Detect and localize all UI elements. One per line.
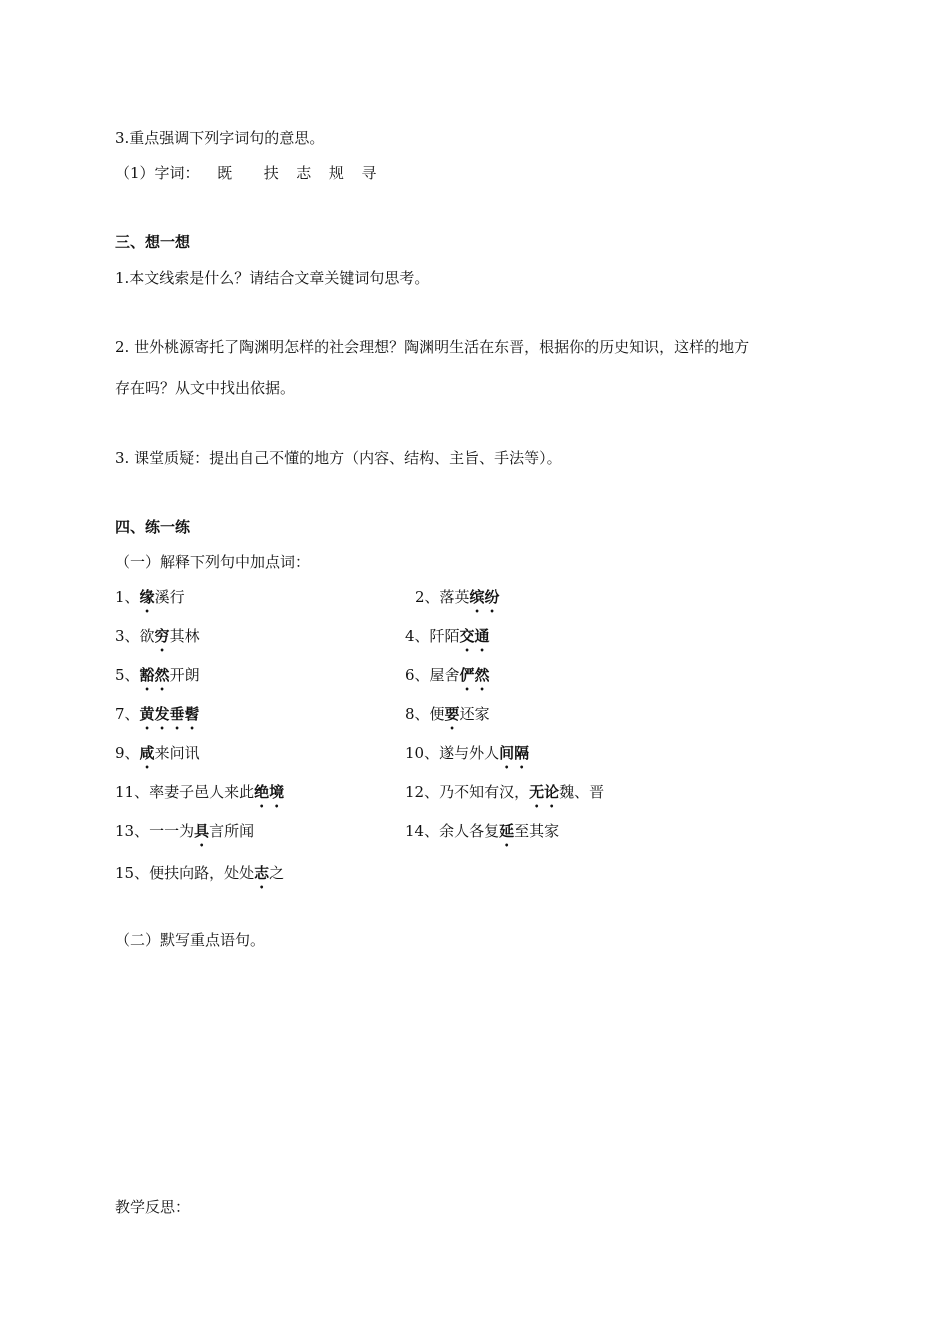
word-2: 扶 bbox=[263, 164, 279, 182]
emphasized-word: 志 bbox=[254, 864, 270, 882]
exercise-text: 14、余人各复 bbox=[405, 822, 500, 840]
question-2-line1: 2. 世外桃源寄托了陶渊明怎样的社会理想？陶渊明生活在东晋，根据你的历史知识，这样的地方 bbox=[115, 338, 750, 356]
emphasized-word: 延 bbox=[499, 822, 515, 840]
emphasized-word: 要 bbox=[444, 705, 460, 723]
exercise-text: 4、阡陌 bbox=[405, 627, 460, 645]
exercise-text: 开朗 bbox=[169, 666, 200, 684]
emphasized-word: 穷 bbox=[154, 627, 170, 645]
exercise-text: 13、一一为 bbox=[115, 822, 195, 840]
exercise-text: 还家 bbox=[459, 705, 490, 723]
exercise-text: 10、遂与外人 bbox=[405, 744, 500, 762]
exercise-item bbox=[405, 704, 490, 733]
exercise-item bbox=[115, 743, 200, 772]
emphasized-word: 咸 bbox=[139, 744, 155, 762]
exercise-item bbox=[405, 626, 490, 655]
exercise-item bbox=[115, 626, 200, 655]
exercise-item bbox=[115, 704, 200, 733]
exercise-item bbox=[115, 665, 200, 694]
exercise-text: 2、落英 bbox=[415, 588, 470, 606]
emphasized-word: 交通 bbox=[459, 627, 490, 645]
exercise-text: 9、 bbox=[115, 744, 140, 762]
exercise-text: 5、 bbox=[115, 666, 140, 684]
words-line bbox=[115, 163, 376, 183]
exercise-item bbox=[115, 782, 284, 811]
exercise-text: 11、率妻子邑人来此 bbox=[115, 783, 255, 801]
exercise-text: 之 bbox=[269, 864, 285, 882]
emphasized-word: 俨然 bbox=[459, 666, 490, 684]
exercise-item bbox=[115, 821, 254, 850]
exercise-text: 至其家 bbox=[514, 822, 560, 840]
emphasized-word: 绝境 bbox=[254, 783, 285, 801]
word-1: 既 bbox=[217, 164, 233, 182]
question-3: 3. 课堂质疑：提出自己不懂的地方（内容、结构、主旨、手法等）。 bbox=[115, 449, 562, 467]
exercise-text: 来问讯 bbox=[154, 744, 200, 762]
exercise-text: 1、 bbox=[115, 588, 140, 606]
exercise-text: 言所闻 bbox=[209, 822, 255, 840]
question-1: 1.本文线索是什么？请结合文章关键词句思考。 bbox=[115, 269, 430, 287]
exercise-item bbox=[405, 743, 529, 772]
exercise-item bbox=[115, 587, 185, 616]
word-3: 志 bbox=[296, 164, 312, 182]
exercise-text: 7、 bbox=[115, 705, 140, 723]
emphasized-word: 缘 bbox=[139, 588, 155, 606]
exercise-item bbox=[405, 665, 490, 694]
sub-heading-1: （一）解释下列句中加点词： bbox=[115, 553, 311, 571]
exercise-text: 12、乃不知有汉， bbox=[405, 783, 530, 801]
item-3: 3.重点强调下列字词句的意思。 bbox=[115, 129, 325, 147]
exercise-item bbox=[405, 782, 604, 811]
sub-heading-2: （二）默写重点语句。 bbox=[115, 931, 266, 949]
exercise-item bbox=[415, 587, 500, 616]
emphasized-word: 黄发垂髫 bbox=[139, 705, 200, 723]
exercise-text: 其林 bbox=[169, 627, 200, 645]
exercise-item bbox=[405, 821, 559, 850]
emphasized-word: 豁然 bbox=[139, 666, 170, 684]
section3-heading: 三、想一想 bbox=[115, 233, 191, 251]
emphasized-word: 无论 bbox=[529, 783, 560, 801]
exercise-text: 6、屋舍 bbox=[405, 666, 460, 684]
words-label: （1）字词： bbox=[115, 164, 200, 182]
exercise-text: 魏、晋 bbox=[559, 783, 605, 801]
emphasized-word: 缤纷 bbox=[469, 588, 500, 606]
question-2-line2: 存在吗？从文中找出依据。 bbox=[115, 379, 296, 397]
emphasized-word: 间隔 bbox=[499, 744, 530, 762]
word-5: 寻 bbox=[361, 164, 377, 182]
exercise-text: 8、便 bbox=[405, 705, 445, 723]
exercise-text: 溪行 bbox=[154, 588, 185, 606]
teaching-reflection: 教学反思： bbox=[115, 1198, 191, 1216]
exercise-item bbox=[115, 863, 284, 892]
exercise-text: 15、便扶向路，处处 bbox=[115, 864, 255, 882]
word-4: 规 bbox=[328, 164, 344, 182]
emphasized-word: 具 bbox=[194, 822, 210, 840]
exercise-text: 3、欲 bbox=[115, 627, 155, 645]
section4-heading: 四、练一练 bbox=[115, 518, 191, 536]
